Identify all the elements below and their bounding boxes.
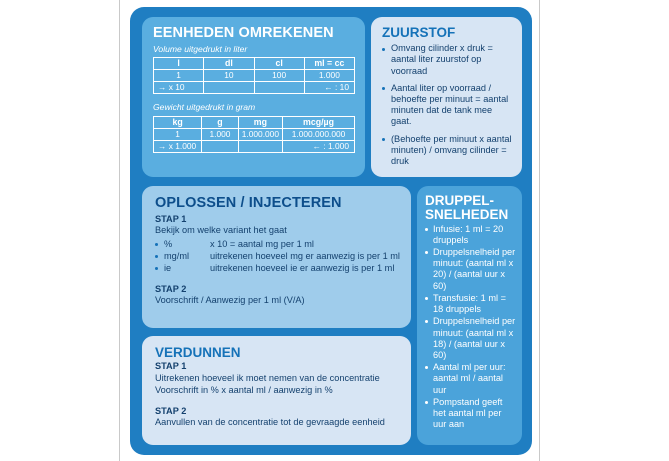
- variant-key: %: [164, 239, 173, 250]
- drip-title-line2: SNELHEDEN: [425, 206, 509, 222]
- dilute-step2-label: STAP 2: [155, 405, 187, 416]
- list-item: [155, 250, 401, 262]
- spacer: [155, 397, 401, 406]
- table-row: [154, 58, 355, 70]
- dilute-step1-line1: Uitrekenen hoeveel ik moet nemen van de concentratie: [155, 372, 380, 383]
- cell-operation: ← : 10: [304, 82, 354, 94]
- volume-conversion-table: [153, 57, 355, 94]
- cell-header: dl: [204, 58, 254, 70]
- list-item: [155, 262, 401, 274]
- solve-step1-intro: Bekijk om welke variant het gaat: [155, 225, 287, 236]
- list-item: Aantal ml per uur: aantal ml / aantal uur: [425, 362, 517, 396]
- dilute-step1-line2: Voorschrift in % x aantal ml / aanwezig in %: [155, 384, 333, 395]
- cell-header: l: [154, 58, 204, 70]
- drip-title: [425, 194, 517, 222]
- cell-value: 1.000.000: [238, 128, 282, 140]
- cell-empty: [238, 140, 282, 152]
- cell-empty: [204, 82, 254, 94]
- panel-druppelsnelheden: [417, 186, 522, 445]
- table-row: [154, 128, 355, 140]
- solve-variant-list: [155, 238, 401, 274]
- variant-key: mg/ml: [164, 251, 190, 262]
- variant-key: ie: [164, 263, 172, 274]
- cell-operation: ← : 1.000: [283, 140, 355, 152]
- cell-value: 1.000: [202, 128, 238, 140]
- solve-step2-label: STAP 2: [155, 283, 187, 294]
- solve-step1-label: STAP 1: [155, 213, 187, 224]
- variant-text: uitrekenen hoeveel ie er aanwezig is per 1 ml: [210, 263, 395, 274]
- dilute-step2-text: Aanvullen van de concentratie tot de gevraagde eenheid: [155, 417, 385, 428]
- cell-header: cl: [254, 58, 304, 70]
- cell-value: 100: [254, 70, 304, 82]
- cell-empty: [202, 140, 238, 152]
- list-item: Omvang cilinder x druk = aantal liter zuurstof op voorraad: [382, 43, 514, 77]
- list-item: Infusie: 1 ml = 20 druppels: [425, 224, 517, 246]
- table-row: [154, 82, 355, 94]
- cell-header: kg: [154, 116, 202, 128]
- table-row: [154, 70, 355, 82]
- cell-value: 1: [154, 70, 204, 82]
- spacer: [155, 275, 401, 284]
- cell-value: 1.000: [304, 70, 354, 82]
- oxygen-title: ZUURSTOF: [382, 25, 456, 40]
- variant-text: x 10 = aantal mg per 1 ml: [210, 239, 314, 250]
- panel-verdunnen: [142, 336, 411, 445]
- weight-conversion-table: [153, 116, 355, 153]
- cell-header: mcg/µg: [283, 116, 355, 128]
- dilute-step1-label: STAP 1: [155, 361, 187, 372]
- dilute-title: VERDUNNEN: [155, 345, 241, 360]
- panel-eenheden-omrekenen: [142, 17, 365, 177]
- cell-header: ml = cc: [304, 58, 354, 70]
- units-title: EENHEDEN OMREKENEN: [153, 25, 334, 41]
- table-row: [154, 140, 355, 152]
- cell-operation: → x 10: [154, 82, 204, 94]
- cell-header: g: [202, 116, 238, 128]
- list-item: Aantal liter op voorraad / behoefte per minuut = aantal minuten dat de tank mee gaat.: [382, 83, 514, 128]
- cell-value: 1.000.000.000: [283, 128, 355, 140]
- list-item: [155, 238, 401, 250]
- variant-text: uitrekenen hoeveel mg er aanwezig is per 1 ml: [210, 251, 400, 262]
- list-item: Transfusie: 1 ml = 18 druppels: [425, 293, 517, 315]
- volume-caption: Volume uitgedrukt in liter: [153, 43, 248, 54]
- panel-oplossen-injecteren: [142, 186, 411, 328]
- list-item: Druppelsnelheid per minuut: (aantal ml x 20) / (aantal uur x 60): [425, 247, 517, 292]
- cell-value: 10: [204, 70, 254, 82]
- oxygen-list: [382, 43, 514, 167]
- cell-header: mg: [238, 116, 282, 128]
- drip-title-line1: DRUPPEL-: [425, 193, 495, 208]
- weight-caption: Gewicht uitgedrukt in gram: [153, 102, 256, 113]
- cell-operation: → x 1.000: [154, 140, 202, 152]
- list-item: Pompstand geeft het aantal ml per uur aan: [425, 397, 517, 431]
- table-row: [154, 116, 355, 128]
- solve-title: OPLOSSEN / INJECTEREN: [155, 195, 342, 211]
- cell-value: 1: [154, 128, 202, 140]
- list-item: (Behoefte per minuut x aantal minuten) / omvang cilinder = druk: [382, 134, 514, 168]
- cell-empty: [254, 82, 304, 94]
- drip-list: [425, 224, 517, 431]
- panel-zuurstof: [371, 17, 522, 177]
- solve-step2-text: Voorschrift / Aanwezig per 1 ml (V/A): [155, 295, 305, 306]
- list-item: Druppelsnelheid per minuut: (aantal ml x 18) / (aantal uur x 60): [425, 316, 517, 361]
